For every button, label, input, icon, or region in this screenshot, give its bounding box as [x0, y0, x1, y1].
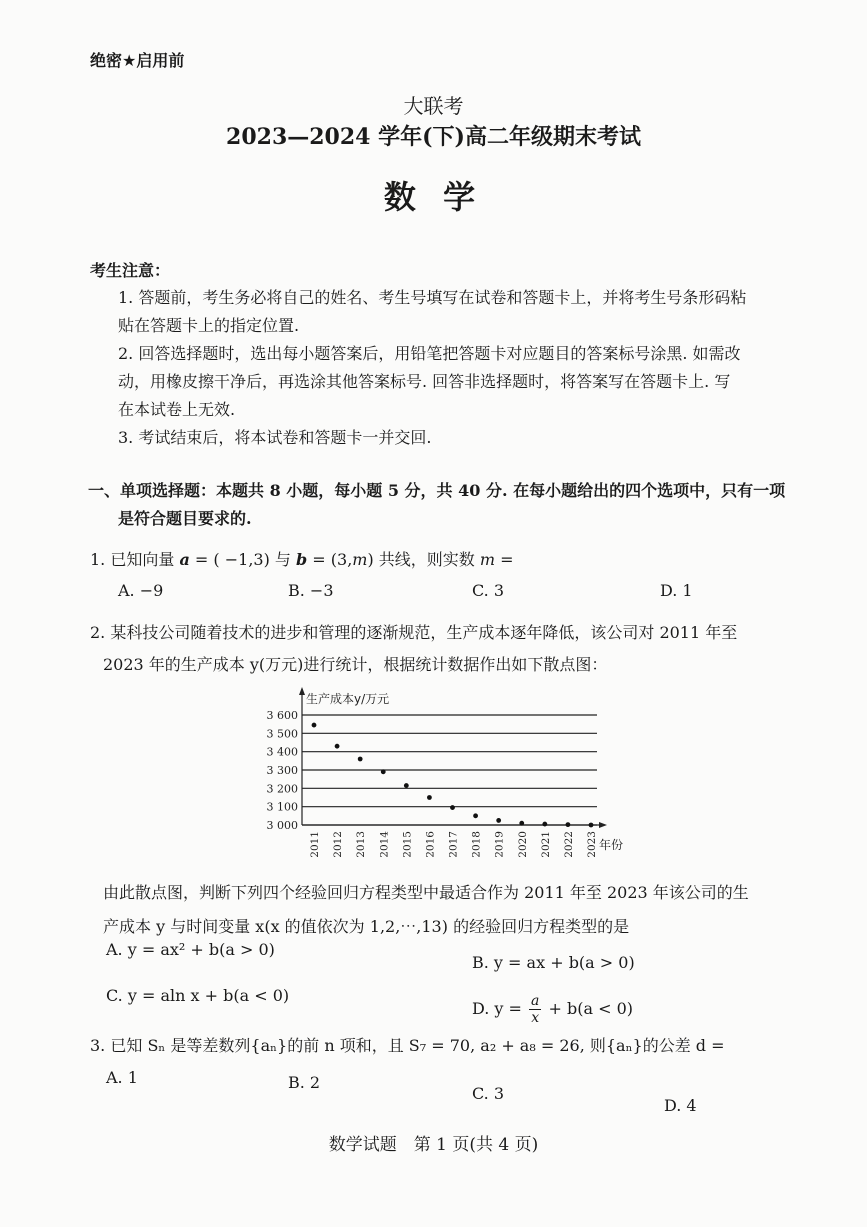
q2-option-a: A. y = ax² + b(a > 0) — [106, 940, 275, 959]
data-point — [542, 822, 547, 827]
x-tick-label: 2019 — [493, 831, 506, 858]
x-tick-label: 2018 — [470, 831, 483, 858]
q3-option-d: D. 4 — [664, 1096, 697, 1115]
data-point — [473, 813, 478, 818]
x-axis-arrow — [599, 822, 607, 828]
x-tick-label: 2020 — [516, 831, 529, 858]
y-tick-label: 3 600 — [266, 709, 298, 722]
q1-option-b: B. −3 — [288, 581, 334, 600]
x-tick-label: 2013 — [355, 831, 368, 858]
q2-option-c: C. y = aln x + b(a < 0) — [106, 986, 290, 1005]
scatter-chart — [252, 683, 642, 858]
x-tick-label: 2022 — [562, 831, 575, 858]
q2-option-b: B. y = ax + b(a > 0) — [472, 953, 635, 972]
x-tick-label: 2017 — [447, 831, 460, 858]
q2-option-d: D. y = $\frac{a}{x}$ + b(a < 0) — [472, 993, 634, 1026]
x-tick-label: 2021 — [539, 831, 552, 858]
x-tick-label: 2014 — [378, 831, 391, 858]
question-1-stem: 1. 已知向量 a = ( −1,3) 与 b = (3,m) 共线，则实数 m = — [90, 550, 514, 569]
data-point — [404, 783, 409, 788]
y-axis-arrow — [299, 687, 305, 695]
data-point — [519, 821, 524, 826]
data-point — [450, 805, 455, 810]
section-heading-cont: 是符合题目要求的. — [118, 509, 252, 528]
x-tick-label: 2015 — [401, 831, 414, 858]
y-tick-label: 3 000 — [266, 819, 298, 832]
data-point — [427, 795, 432, 800]
question-2-stem-cont: 2023 年的生产成本 y(万元)进行统计，根据统计数据作出如下散点图： — [103, 655, 608, 674]
x-tick-label: 2011 — [309, 831, 321, 858]
data-point — [335, 744, 340, 749]
q1-option-c: C. 3 — [472, 581, 505, 600]
data-point — [566, 822, 571, 827]
notice-line: 在本试卷上无效. — [118, 400, 236, 419]
q3-option-a: A. 1 — [106, 1068, 138, 1087]
data-point — [589, 823, 594, 828]
data-point — [358, 757, 363, 762]
notice-line: 2. 回答选择题时，选出每小题答案后，用铅笔把答题卡对应题目的答案标号涂黑. 如需改 — [118, 344, 741, 363]
notice-title: 考生注意： — [90, 261, 171, 280]
q1-option-a: A. −9 — [118, 581, 164, 600]
q3-option-c: C. 3 — [472, 1084, 505, 1103]
data-point — [312, 723, 317, 728]
notice-line: 动，用橡皮擦干净后，再选涂其他答案标号. 回答非选择题时，将答案写在答题卡上. 写 — [118, 372, 731, 391]
notice-line: 1. 答题前，考生务必将自己的姓名、考生号填写在试卷和答题卡上，并将考生号条形码粘 — [118, 288, 747, 307]
x-tick-label: 2012 — [332, 831, 345, 858]
y-tick-label: 3 500 — [266, 727, 298, 741]
data-point — [496, 818, 501, 823]
subject-title: 数 学 — [383, 178, 484, 216]
question-2-prompt-cont: 产成本 y 与时间变量 x(x 的值依次为 1,2,⋯,13) 的经验回归方程类型的是 — [103, 917, 630, 936]
y-tick-label: 3 300 — [266, 764, 298, 777]
q1-option-d: D. 1 — [660, 581, 693, 600]
section-heading: 一、单项选择题：本题共 8 小题，每小题 5 分，共 40 分. 在每小题给出的四个选项中，只有一项 — [88, 481, 786, 500]
question-3-stem: 3. 已知 Sₙ 是等差数列{aₙ}的前 n 项和，且 S₇ = 70, a₂ + a₈ = 26, 则{aₙ}的公差 d = — [90, 1036, 725, 1055]
exam-title: 2023—2024 学年(下)高二年级期末考试 — [226, 124, 641, 150]
x-tick-label: 2016 — [424, 831, 437, 858]
confidential-label: 绝密★启用前 — [90, 51, 185, 70]
q3-option-b: B. 2 — [288, 1073, 321, 1092]
exam-org: 大联考 — [403, 94, 464, 118]
notice-line: 贴在答题卡上的指定位置. — [118, 316, 300, 335]
page-footer: 数学试题 第 1 页(共 4 页) — [328, 1135, 539, 1155]
question-2-prompt: 由此散点图，判断下列四个经验回归方程类型中最适合作为 2011 年至 2023 年该公司的生 — [103, 883, 749, 902]
x-axis-label: 年份 — [599, 838, 624, 852]
data-point — [381, 769, 386, 774]
y-tick-label: 3 400 — [266, 745, 298, 759]
notice-line: 3. 考试结束后，将本试卷和答题卡一并交回. — [118, 428, 432, 447]
y-tick-label: 3 100 — [266, 800, 298, 814]
x-tick-label: 2023 — [586, 831, 598, 858]
y-tick-label: 3 200 — [266, 782, 298, 796]
question-2-stem: 2. 某科技公司随着技术的进步和管理的逐渐规范，生产成本逐年降低，该公司对 2011 年至 — [90, 623, 738, 642]
y-axis-label: 生产成本y/万元 — [306, 692, 390, 706]
